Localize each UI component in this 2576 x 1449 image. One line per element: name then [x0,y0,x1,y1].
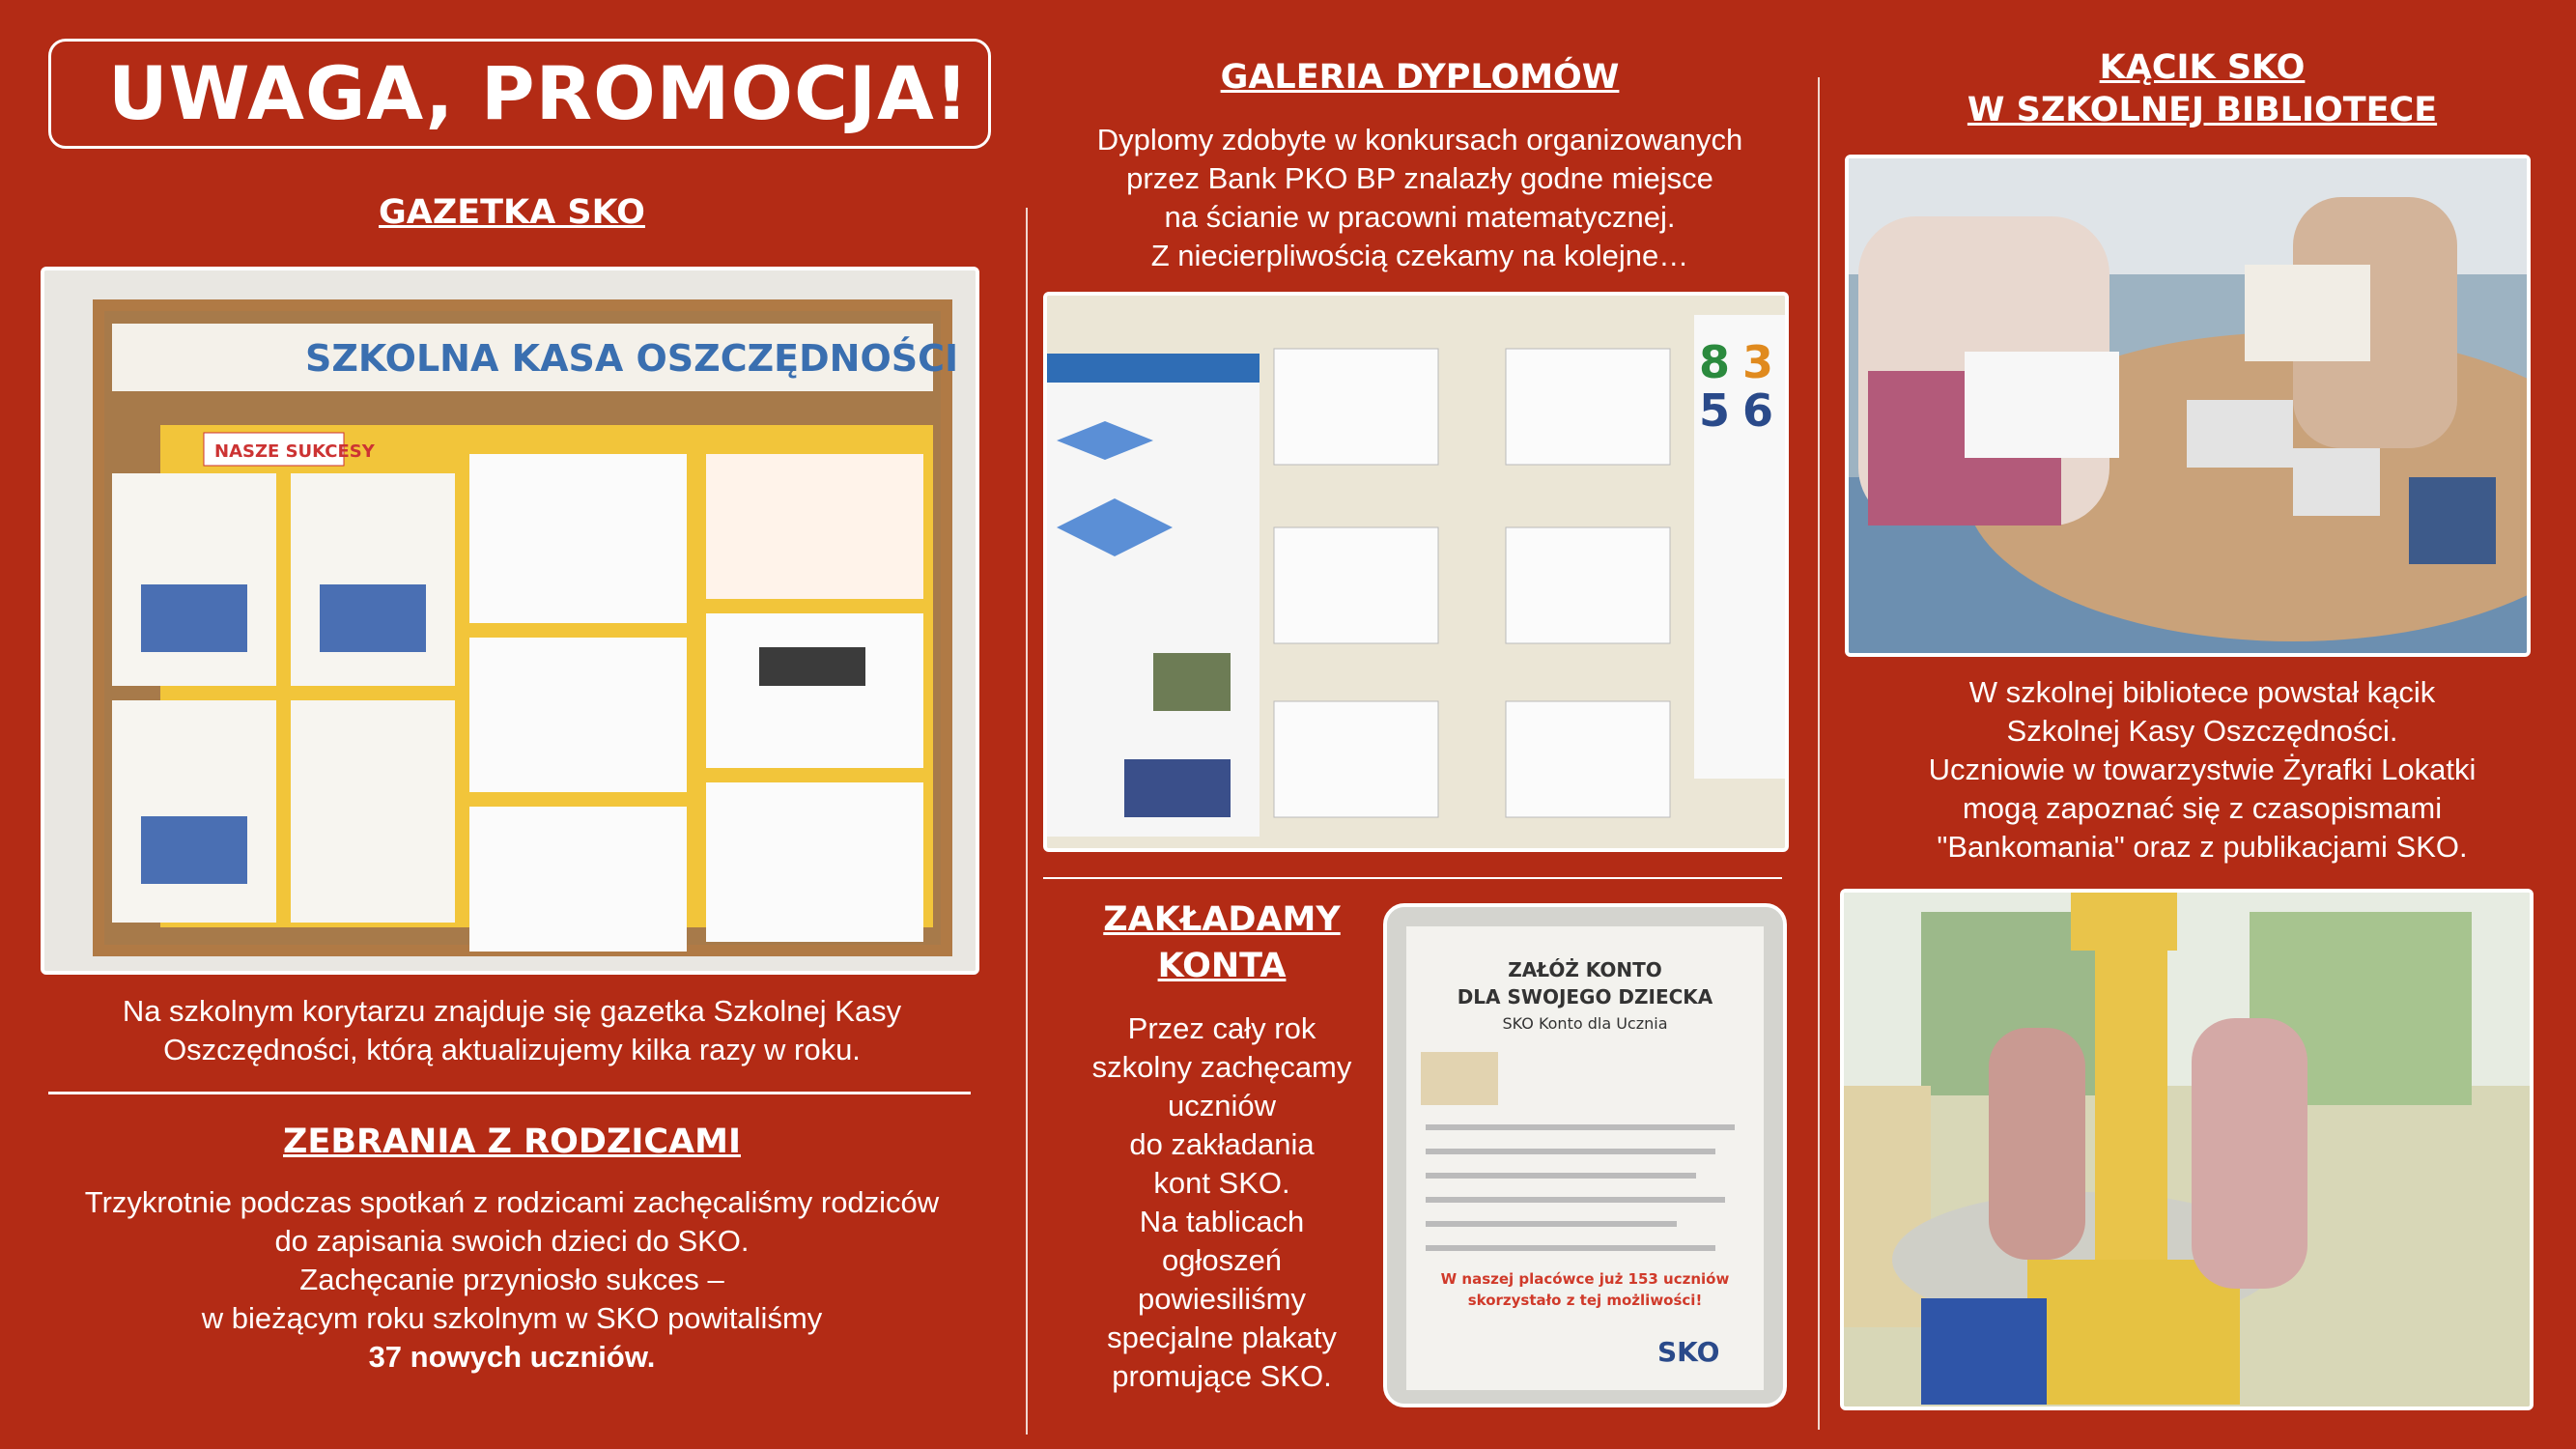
konta-line-4: do zakładania [1129,1127,1315,1161]
gazetka-photo [41,267,979,975]
poster-subtitle: SKO Konto dla Ucznia [1502,1014,1668,1033]
zebrania-line-5: 37 nowych uczniów. [368,1340,656,1374]
giraffe-library-illustration [1844,893,2530,1406]
middle-separator [1043,877,1782,879]
konta-line-6: Na tablicach [1139,1205,1305,1238]
konta-line-1: Przez cały rok [1127,1011,1316,1045]
poster-illustration [1387,907,1783,1404]
konta-line-8: powiesiliśmy [1138,1282,1306,1316]
poster-red-1: W naszej placówce już 153 uczniów [1440,1270,1730,1288]
svg-text:3: 3 [1742,336,1774,388]
left-separator [48,1092,971,1094]
svg-text:6: 6 [1742,384,1774,437]
board-sukcesy-text: NASZE SUKCESY [214,441,375,462]
gazetka-heading: GAZETKA SKO [379,193,645,232]
divider-left [1026,208,1028,1435]
galeria-heading: GALERIA DYPLOMÓW [1220,58,1620,97]
svg-text:5: 5 [1699,384,1731,437]
gazetka-caption-2: Oszczędności, którą aktualizujemy kilka razy w roku. [163,1033,861,1066]
sko-logo: SKO [1657,1336,1720,1368]
gazetka-caption-1: Na szkolnym korytarzu znajduje się gazetka Szkolnej Kasy [122,994,902,1028]
page-title: UWAGA, PROMOCJA! [108,50,970,136]
diploma-wall-illustration [1047,296,1785,848]
kacik-line-5: "Bankomania" oraz z publikacjami SKO. [1937,830,2468,864]
galeria-line-2: przez Bank PKO BP znalazły godne miejsce [1126,161,1713,195]
kacik-line-1: W szkolnej bibliotece powstał kącik [1968,675,2436,709]
konta-line-2: szkolny zachęcamy [1091,1050,1352,1084]
konta-line-10: promujące SKO. [1112,1359,1332,1393]
zebrania-line-3: Zachęcanie przyniosło sukces – [299,1263,724,1296]
svg-text:8: 8 [1699,336,1731,388]
galeria-line-4: Z niecierpliwością czekamy na kolejne… [1150,239,1689,272]
kacik-photo-2 [1840,889,2534,1410]
konta-line-9: specjalne plakaty [1107,1321,1337,1354]
konta-poster-photo [1383,903,1787,1407]
kacik-photo-1 [1845,155,2531,657]
kacik-line-2: Szkolnej Kasy Oszczędności. [2006,714,2398,748]
kacik-line-3: Uczniowie w towarzystwie Żyrafki Lokatki [1928,753,2477,786]
poster-red-2: skorzystało z tej możliwości! [1467,1292,1703,1309]
galeria-photo [1043,292,1789,852]
kacik-line-4: mogą zapoznać się z czasopismami [1962,791,2443,825]
poster-title-2: DLA SWOJEGO DZIECKA [1457,985,1713,1009]
poster-title-1: ZAŁÓŻ KONTO [1508,958,1662,981]
konta-heading-1: ZAKŁADAMY [1103,900,1341,939]
konta-line-3: uczniów [1168,1089,1276,1122]
konta-line-5: kont SKO. [1153,1166,1290,1200]
library-reading-illustration [1849,158,2527,653]
konta-line-7: ogłoszeń [1161,1243,1283,1277]
bulletin-board-illustration [44,270,976,971]
zebrania-line-1: Trzykrotnie podczas spotkań z rodzicami zachęcaliśmy rodziców [84,1185,940,1219]
konta-heading-2: KONTA [1157,947,1287,985]
divider-right [1818,77,1820,1430]
zebrania-heading: ZEBRANIA Z RODZICAMI [283,1122,741,1161]
kacik-heading-1: KĄCIK SKO [2099,48,2306,87]
galeria-line-1: Dyplomy zdobyte w konkursach organizowanych [1096,123,1743,156]
galeria-line-3: na ścianie w pracowni matematycznej. [1164,200,1676,234]
zebrania-line-4: w bieżącym roku szkolnym w SKO powitaliśmy [201,1301,823,1335]
kacik-heading-2: W SZKOLNEJ BIBLIOTECE [1967,91,2438,129]
zebrania-line-2: do zapisania swoich dzieci do SKO. [274,1224,750,1258]
board-title-text: SZKOLNA KASA OSZCZĘDNOŚCI [305,337,959,380]
